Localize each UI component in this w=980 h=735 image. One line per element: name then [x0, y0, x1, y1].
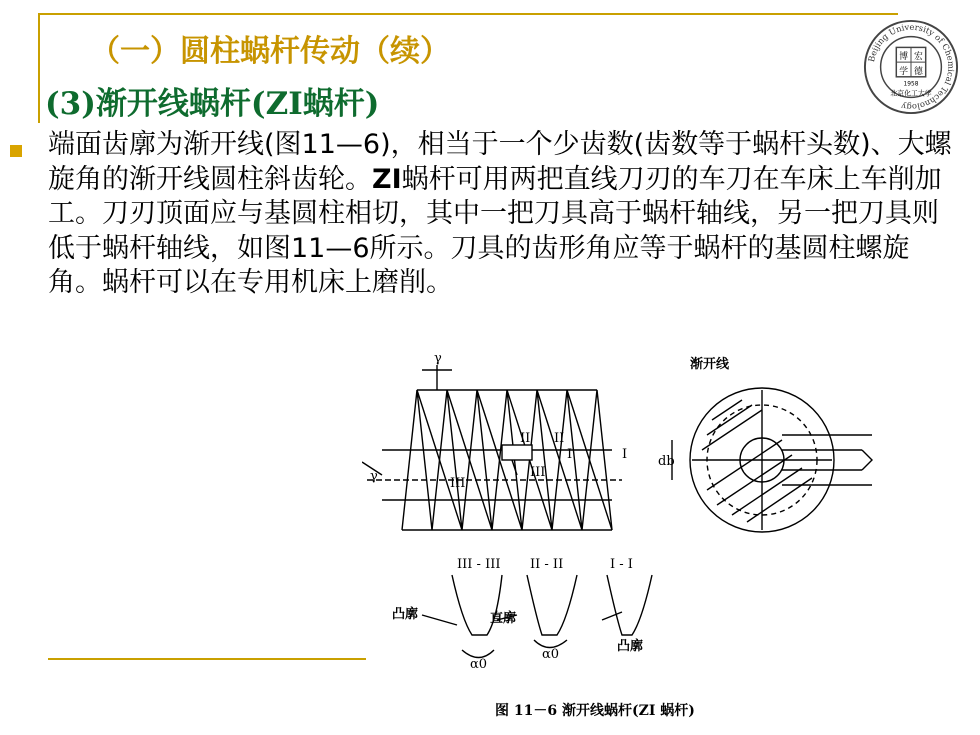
bullet-square-icon: [10, 145, 22, 157]
logo-ring-text: Beijing University of Chemical Technology: [866, 21, 957, 113]
paragraph-segment-2: 蜗杆可用两把直线刀刃的车刀在车床上车削加工。刀刃顶面应与基圆柱相切，其中一把刀具高于蜗杆轴线，另一把刀具则低于蜗杆轴线，如图11—6所示。刀具的齿形角应等于蜗杆的基圆柱螺旋角。蜗杆可以在专用机床上磨削。: [48, 163, 942, 298]
label-III-2: III: [530, 465, 546, 480]
body-paragraph: [48, 128, 958, 301]
figure-caption: 图 11－6 渐开线蜗杆(ZI 蜗杆): [495, 703, 695, 719]
worm-side-view: [362, 365, 622, 530]
logo-char-3: 学: [899, 66, 909, 77]
logo-char-2: 宏: [913, 52, 923, 63]
label-alpha-1: α0: [470, 657, 488, 672]
bottom-rule: [48, 658, 366, 660]
label-II-2: II: [554, 431, 565, 446]
label-gamma-top: γ: [434, 351, 442, 366]
label-involute: 渐开线: [690, 357, 730, 372]
label-I-2: I: [622, 447, 628, 462]
frame-top-line: [38, 13, 898, 15]
section-III: III - III: [457, 557, 501, 572]
paragraph-bold-zi: ZI: [372, 163, 402, 195]
logo-char-1: 博: [899, 52, 909, 63]
frame-left-line: [38, 13, 40, 123]
label-db: db: [658, 454, 675, 469]
slide-title: (3)渐开线蜗杆(ZI蜗杆): [45, 86, 380, 122]
label-convex-left: 凸廓: [392, 607, 419, 622]
paragraph-segment-1: 端面齿廓为渐开线(图11—6)，相当于一个少齿数(齿数等于蜗杆头数)、大螺旋角的渐开线圆柱斜齿轮。: [48, 129, 952, 195]
label-III-1: III: [450, 476, 466, 491]
label-gamma-left: γ: [370, 469, 378, 484]
university-logo-icon: [862, 18, 960, 116]
logo-motto: 北京化工大学: [890, 89, 932, 98]
section-I: I - I: [610, 557, 633, 572]
slide-subtitle: （一）圆柱蜗杆传动（续）: [90, 34, 450, 69]
logo-char-4: 德: [913, 66, 923, 77]
label-alpha-2: α0: [542, 647, 560, 662]
logo-year: 1958: [903, 81, 919, 88]
worm-diagram: [362, 350, 952, 680]
label-convex-right: 凸廓: [617, 639, 644, 654]
label-II-1: II: [520, 431, 531, 446]
label-I-1: I: [567, 447, 573, 462]
label-straight: 直廓: [490, 611, 517, 626]
worm-end-view: [672, 388, 872, 532]
section-II: II - II: [530, 557, 564, 572]
